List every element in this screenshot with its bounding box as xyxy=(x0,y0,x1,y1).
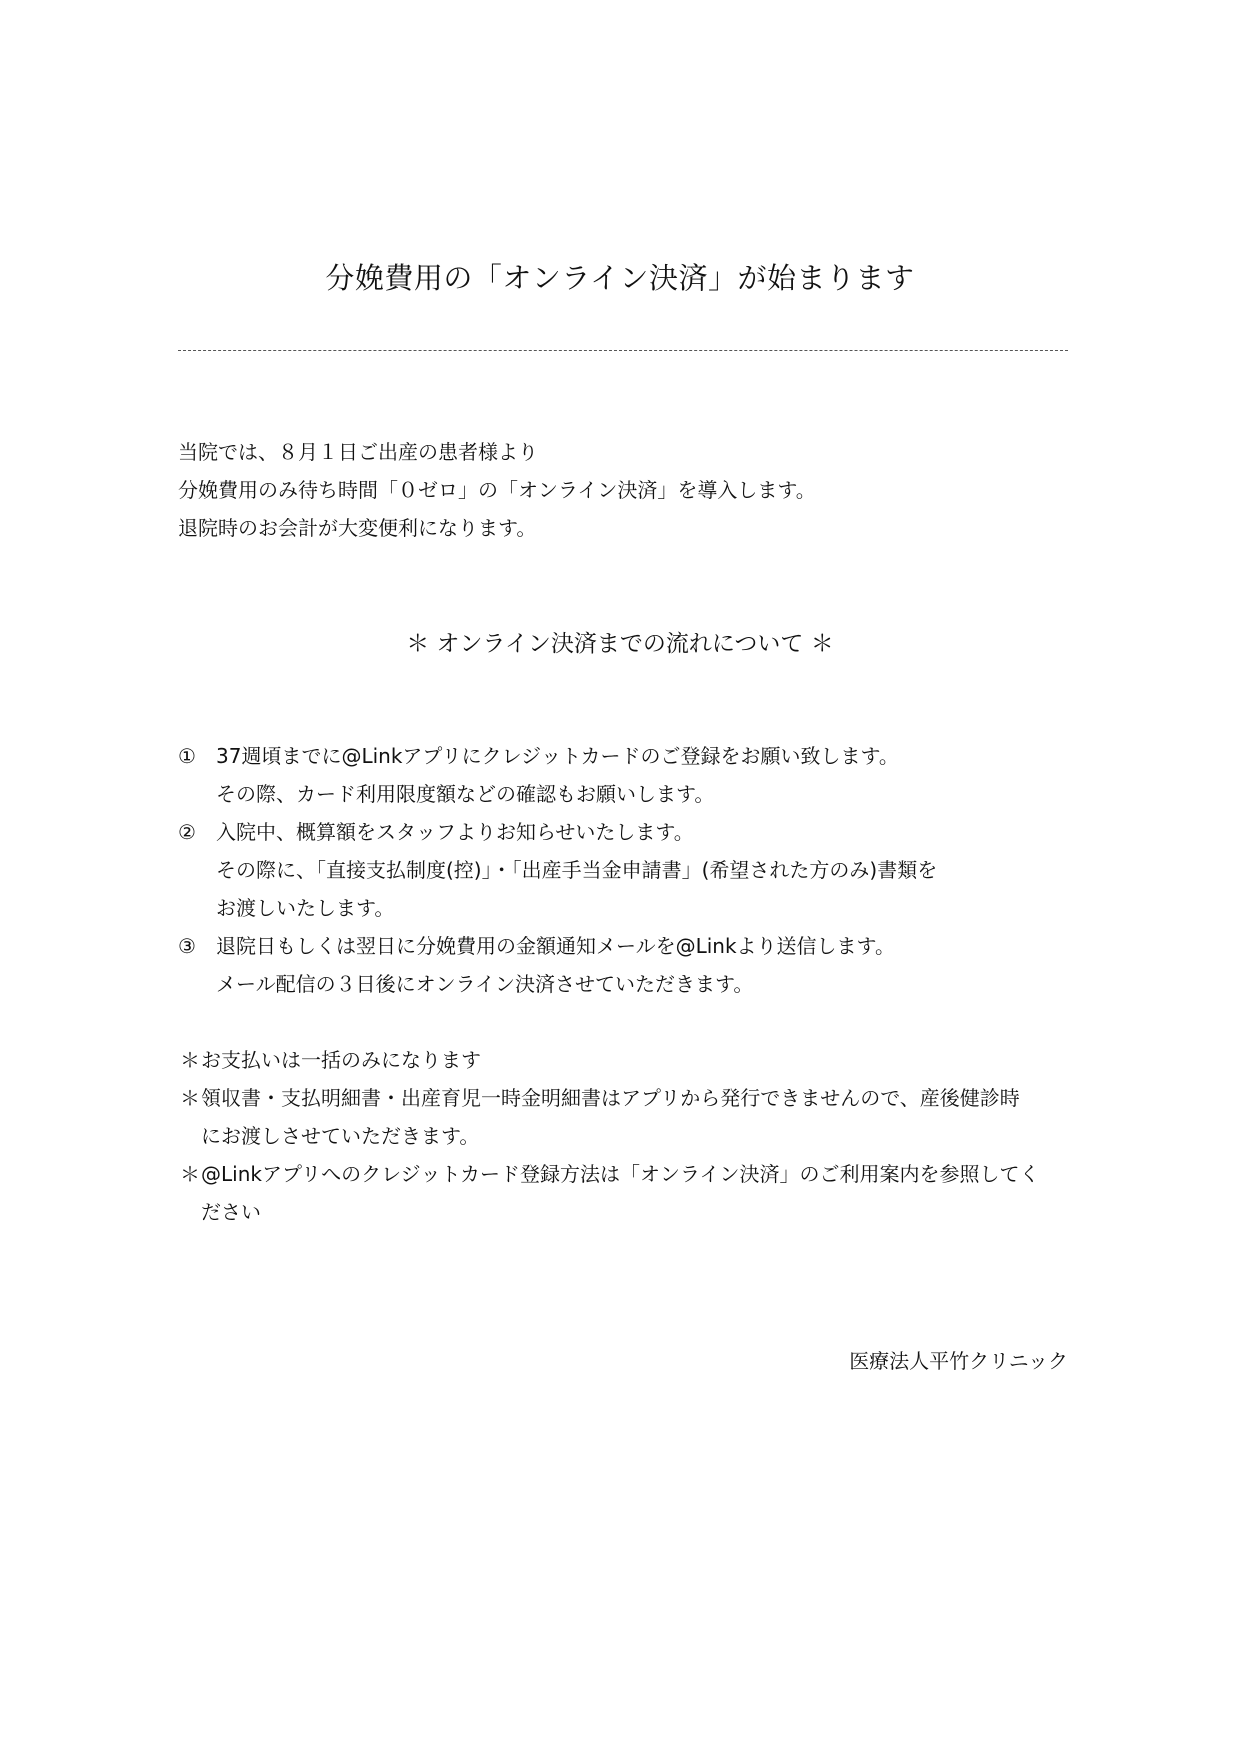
page-title: 分娩費用の「オンライン決済」が始まります xyxy=(325,261,915,295)
note-3-line-1: @Linkアプリへのクレジットカード登録方法は「オンライン決済」のご利用案内を参照してく xyxy=(201,1162,1040,1186)
note-2-line-2: にお渡しさせていただきます。 xyxy=(201,1124,480,1148)
note-2-marker: ＊ xyxy=(180,1086,200,1110)
step-2-marker: ② xyxy=(178,820,196,844)
section-heading: ＊ オンライン決済までの流れについて ＊ xyxy=(406,631,834,657)
intro-line-1: 当院では、８月１日ご出産の患者様より xyxy=(178,440,538,464)
step-2-line-2: その際に、「直接支払制度(控)」・「出産手当金申請書」(希望された方のみ)書類を xyxy=(216,858,938,882)
clinic-signature: 医療法人平竹クリニック xyxy=(849,1349,1068,1373)
step-2-line-1: 入院中、概算額をスタッフよりお知らせいたします。 xyxy=(216,820,694,844)
step-3-marker: ③ xyxy=(178,934,196,958)
step-1-line-1: 37週頃までに@Linkアプリにクレジットカードのご登録をお願い致します。 xyxy=(216,744,899,768)
intro-line-2: 分娩費用のみ待ち時間「０ゼロ」の「オンライン決済」を導入します。 xyxy=(178,478,816,502)
dashed-divider xyxy=(178,350,1068,351)
intro-line-3: 退院時のお会計が大変便利になります。 xyxy=(178,516,537,540)
note-3-line-2: ださい xyxy=(201,1200,261,1224)
step-2-line-3: お渡しいたします。 xyxy=(216,896,395,920)
note-3-marker: ＊ xyxy=(180,1162,200,1186)
note-1-marker: ＊ xyxy=(180,1048,200,1072)
step-3-line-2: メール配信の３日後にオンライン決済させていただきます。 xyxy=(216,972,754,996)
note-2-line-1: 領収書・支払明細書・出産育児一時金明細書はアプリから発行できませんので、産後健診時 xyxy=(201,1086,1020,1110)
step-3-line-1: 退院日もしくは翌日に分娩費用の金額通知メールを@Linkより送信します。 xyxy=(216,934,895,958)
step-1-marker: ① xyxy=(178,744,196,768)
note-1-line-1: お支払いは一括のみになります xyxy=(201,1048,481,1072)
step-1-line-2: その際、カード利用限度額などの確認もお願いします。 xyxy=(216,782,715,806)
